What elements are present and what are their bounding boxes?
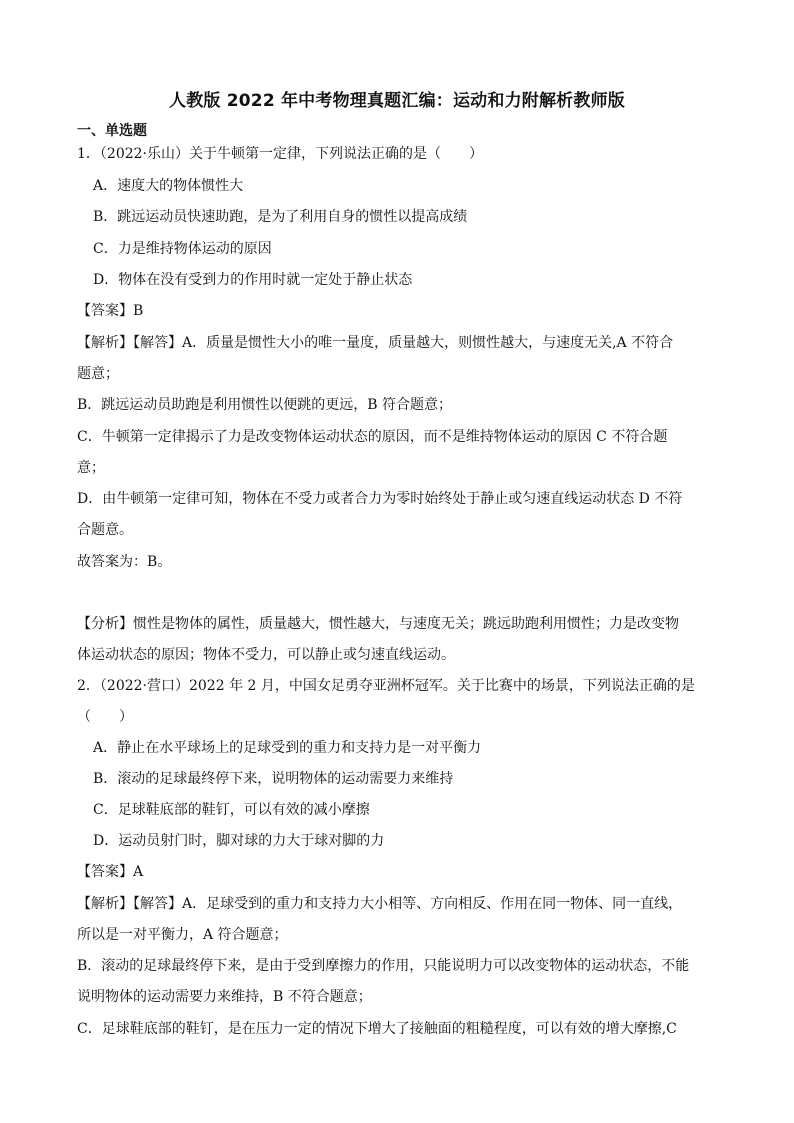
question-1-option-a: A．速度大的物体惯性大	[93, 178, 244, 194]
question-2-answer: 【答案】A	[77, 864, 144, 880]
question-1-analysis-line: D．由牛顿第一定律可知，物体在不受力或者合力为零时始终处于静止或匀速直线运动状态 D 不符	[77, 491, 683, 507]
question-1-option-d: D．物体在没有受到力的作用时就一定处于静止状态	[93, 272, 413, 288]
question-1-fenxi-line: 【分析】惯性是物体的属性，质量越大，惯性越大，与速度无关；跳远助跑利用惯性；力是改变物	[77, 616, 679, 632]
question-1-final-answer: 故答案为：B。	[77, 554, 172, 570]
question-2-analysis-line: B．滚动的足球最终停下来，是由于受到摩擦力的作用，只能说明力可以改变物体的运动状态，不能	[77, 958, 690, 974]
question-1-analysis-line: 题意；	[77, 366, 119, 382]
question-1-answer: 【答案】B	[77, 303, 144, 319]
question-1-fenxi-line: 体运动状态的原因；物体不受力，可以静止或匀速直线运动。	[77, 647, 455, 663]
question-2-stem-continued: （ ）	[77, 709, 133, 725]
question-2-analysis-line: 说明物体的运动需要力来维持，B 不符合题意；	[77, 989, 372, 1005]
question-2-option-b: B．滚动的足球最终停下来，说明物体的运动需要力来维持	[93, 771, 454, 787]
document-title: 人教版 2022 年中考物理真题汇编：运动和力附解析教师版	[169, 91, 625, 111]
question-2-stem: 2．（2022·营口）2022 年 2 月，中国女足勇夺亚洲杯冠军。关于比赛中的场景，下列说法正确的是	[77, 678, 695, 694]
question-2-analysis-line: 【解析】【解答】A．足球受到的重力和支持力大小相等、方向相反、作用在同一物体、同一直线，	[77, 896, 683, 912]
question-1-option-c: C．力是维持物体运动的原因	[93, 241, 272, 257]
question-2-option-d: D．运动员射门时，脚对球的力大于球对脚的力	[93, 833, 385, 849]
question-1-analysis-line: 意；	[77, 460, 105, 476]
question-2-analysis-line: 所以是一对平衡力，A 符合题意；	[77, 927, 288, 943]
question-1-option-b: B．跳远运动员快速助跑，是为了利用自身的惯性以提高成绩	[93, 209, 468, 225]
question-1-analysis-line: B．跳远运动员助跑是利用惯性以便跳的更远，B 符合题意；	[77, 397, 453, 413]
question-2-analysis-line: C．足球鞋底部的鞋钉，是在压力一定的情况下增大了接触面的粗糙程度，可以有效的增大摩擦,C	[77, 1021, 677, 1037]
question-1-analysis-line: 合题意。	[77, 522, 133, 538]
question-1-analysis-line: 【解析】【解答】A．质量是惯性大小的唯一量度，质量越大，则惯性越大，与速度无关,A 不符合	[77, 335, 674, 351]
section-heading: 一、单选题	[77, 123, 147, 139]
question-2-option-a: A．静止在水平球场上的足球受到的重力和支持力是一对平衡力	[93, 740, 482, 756]
question-1-stem: 1．（2022·乐山）关于牛顿第一定律，下列说法正确的是（ ）	[77, 146, 483, 162]
question-1-analysis-line: C．牛顿第一定律揭示了力是改变物体运动状态的原因，而不是维持物体运动的原因 C 不符合题	[77, 429, 668, 445]
question-2-option-c: C．足球鞋底部的鞋钉，可以有效的减小摩擦	[93, 802, 370, 818]
